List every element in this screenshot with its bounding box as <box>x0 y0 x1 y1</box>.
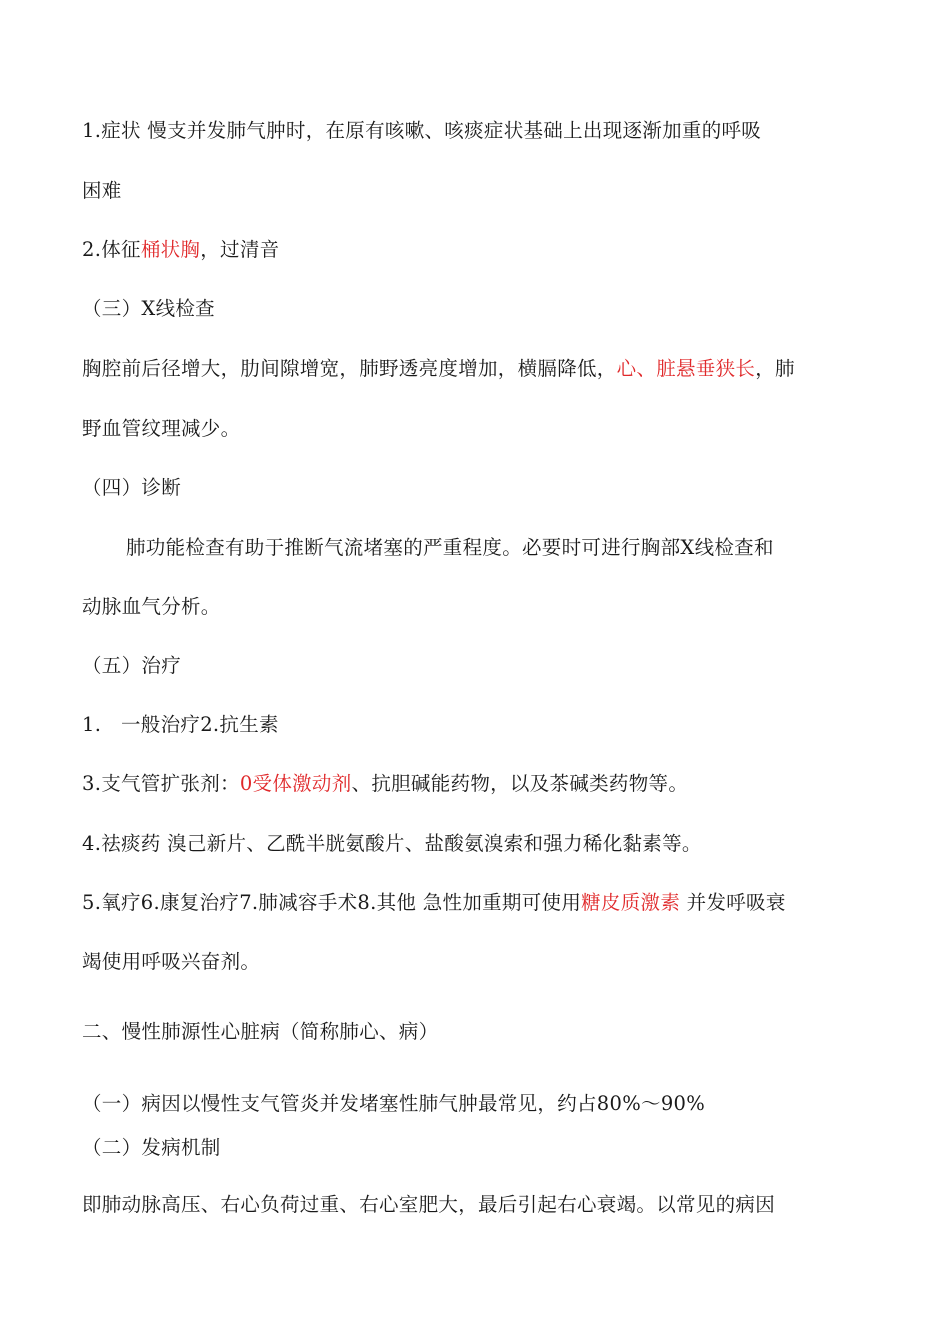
list-item <box>82 712 279 738</box>
list-item <box>82 831 702 857</box>
text-run: 并发呼吸衰 <box>680 891 786 914</box>
section-heading <box>82 475 181 501</box>
text-run: 困难 <box>82 179 122 202</box>
text-run: 肺功能检查有助于推断气流堵塞的严重程度。必要时可进行胸部X线检查和 <box>126 536 774 559</box>
text-run: （三）X线检查 <box>82 297 215 320</box>
paragraph-line <box>82 237 279 263</box>
paragraph-line <box>82 949 260 975</box>
highlighted-term: 0受体激动剂 <box>239 772 352 795</box>
text-run: 5.氧疗6.康复治疗7.肺减容手术8.其他 急性加重期可使用 <box>82 891 582 914</box>
text-run: 2.体征 <box>82 238 141 261</box>
highlighted-term: 桶状胸 <box>140 238 201 261</box>
text-run: 3.支气管扩张剂： <box>82 772 240 795</box>
section-heading <box>82 1091 705 1117</box>
text-run: 二、慢性肺源性心脏病（简称肺心、病） <box>82 1020 439 1043</box>
text-run: 竭使用呼吸兴奋剂。 <box>82 950 261 973</box>
section-heading <box>82 296 215 322</box>
paragraph-line <box>82 416 240 442</box>
paragraph-line <box>82 356 795 382</box>
text-run: 4.祛痰药 溴己新片、乙酰半胱氨酸片、盐酸氨溴索和强力稀化黏素等。 <box>82 832 702 855</box>
list-item <box>82 890 786 916</box>
paragraph-line <box>126 535 774 561</box>
list-item <box>82 771 688 797</box>
text-run: 即肺动脉高压、右心负荷过重、右心室肥大，最后引起右心衰竭。以常见的病因 <box>82 1193 776 1216</box>
text-run: （二）发病机制 <box>82 1136 221 1159</box>
section-heading <box>82 653 181 679</box>
paragraph-line <box>82 594 221 620</box>
paragraph-line <box>82 178 122 204</box>
chapter-heading <box>82 1019 438 1045</box>
text-run: （五）治疗 <box>82 654 182 677</box>
text-run: 1.症状 慢支并发肺气肿时，在原有咳嗽、咳痰症状基础上出现逐渐加重的呼吸 <box>82 119 762 142</box>
text-run: （一）病因以慢性支气管炎并发堵塞性肺气肿最常见，约占80%〜90% <box>82 1092 706 1115</box>
paragraph-line <box>82 1192 775 1218</box>
text-run: 动脉血气分析。 <box>82 595 221 618</box>
text-run: 野血管纹理减少。 <box>82 417 241 440</box>
text-run: ，肺 <box>755 357 795 380</box>
highlighted-term: 心、脏悬垂狭长 <box>616 357 756 380</box>
text-run: 1. 一般治疗2.抗生素 <box>82 713 279 736</box>
text-run: （四）诊断 <box>82 476 182 499</box>
section-heading <box>82 1135 221 1161</box>
paragraph-line <box>82 118 761 144</box>
text-run: 、抗胆碱能药物，以及茶碱类药物等。 <box>351 772 689 795</box>
highlighted-term: 糖皮质激素 <box>581 891 681 914</box>
text-run: 胸腔前后径增大，肋间隙增宽，肺野透亮度增加，横膈降低， <box>82 357 617 380</box>
text-run: ，过清音 <box>200 238 280 261</box>
